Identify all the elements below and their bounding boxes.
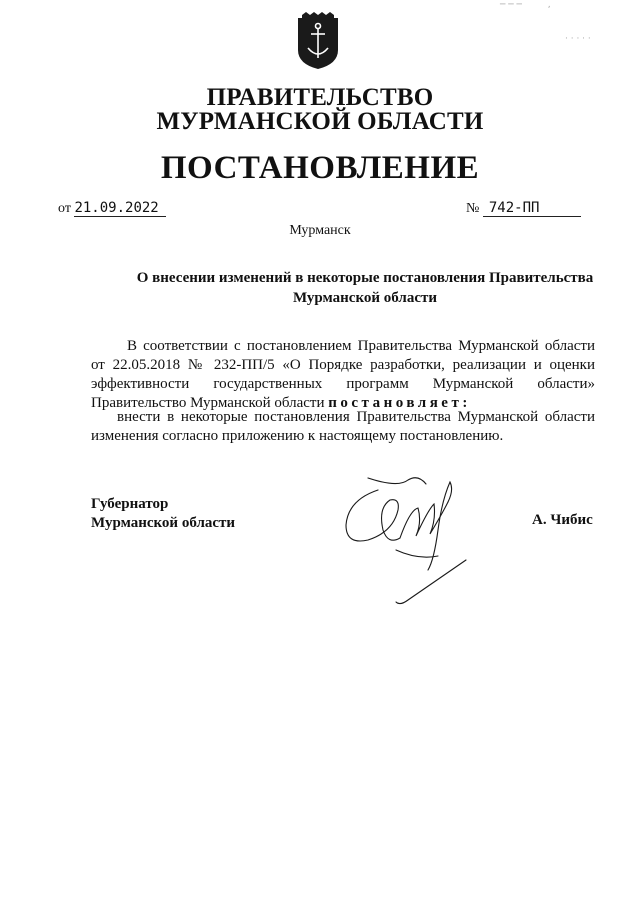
scan-mark: · · · · · xyxy=(565,34,591,44)
date-prefix: от xyxy=(58,201,71,216)
body-paragraph-2: внести в некоторые постановления Правительства Мурманской области изменения согласно приложению к настоящему постановлению. xyxy=(91,409,595,444)
city-label: Мурманск xyxy=(289,223,351,238)
subject-line2: Мурманской области xyxy=(292,290,438,306)
document-type-title: ПОСТАНОВЛЕНИЕ xyxy=(160,150,480,186)
date-field xyxy=(58,200,166,217)
number-prefix: № xyxy=(466,201,480,216)
signer-title-line1: Губернатор xyxy=(91,496,169,512)
subject-line1: О внесении изменений в некоторые постановления Правительства xyxy=(136,270,594,286)
decree-word: постановляет: xyxy=(328,395,471,411)
organization-name-line1: ПРАВИТЕЛЬСТВО xyxy=(206,84,434,111)
coat-of-arms-emblem xyxy=(296,12,340,70)
organization-name-line2: МУРМАНСКОЙ ОБЛАСТИ xyxy=(156,108,484,135)
number-value: 742-ПП xyxy=(483,200,581,217)
signer-title-line2: Мурманской области xyxy=(91,515,236,531)
date-value: 21.09.2022 xyxy=(74,200,166,217)
signer-title xyxy=(91,495,235,533)
number-field xyxy=(466,200,581,217)
handwritten-signature xyxy=(338,470,478,610)
body-paragraph-1-text: В соответствии с постановлением Правительства Мурманской области от 22.05.2018 № 232-ПП/5 «О Порядке разработки, реализации и оценки эффективности государственных программ Мурманской области» Правительство Мурманской области xyxy=(91,338,595,411)
scan-mark: ─ ─ ─ , xyxy=(500,0,551,10)
signer-name: А. Чибис xyxy=(532,512,593,528)
document-subject xyxy=(100,268,630,308)
body-paragraph-1 xyxy=(91,337,595,413)
